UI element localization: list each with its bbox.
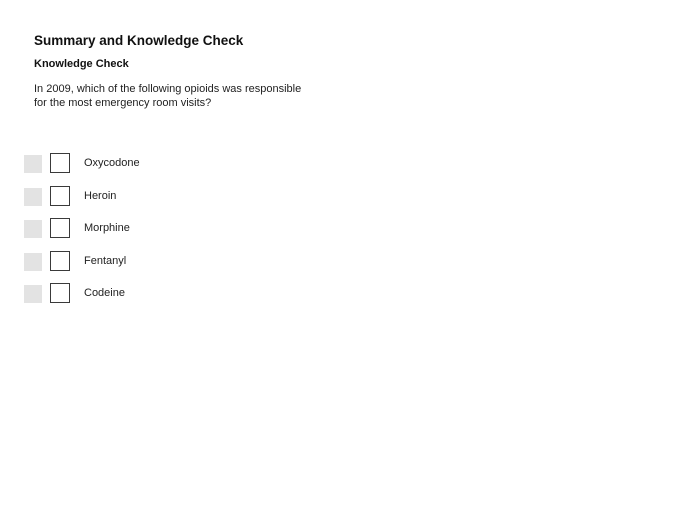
page-title: Summary and Knowledge Check	[34, 33, 244, 48]
answer-label: Codeine	[84, 287, 125, 299]
answer-checkbox[interactable]	[50, 218, 70, 238]
question-text: In 2009, which of the following opioids was responsible for the most emergency room visits?	[34, 83, 302, 109]
answer-checkbox[interactable]	[50, 251, 70, 271]
answer-label: Fentanyl	[84, 254, 127, 267]
answer-option-oxycodone[interactable]	[24, 152, 324, 185]
feedback-marker	[24, 285, 42, 303]
answer-label: Morphine	[84, 222, 130, 234]
answer-checkbox[interactable]	[50, 153, 70, 173]
feedback-marker	[24, 220, 42, 238]
answer-label: Heroin	[84, 189, 117, 202]
feedback-marker	[24, 188, 42, 206]
answer-option-morphine[interactable]	[24, 217, 324, 250]
answer-checkbox[interactable]	[50, 186, 70, 206]
answer-label: Oxycodone	[84, 157, 140, 169]
answer-checkbox[interactable]	[50, 283, 70, 303]
answer-option-codeine[interactable]	[24, 282, 324, 315]
section-subtitle: Knowledge Check	[34, 58, 129, 70]
answer-option-fentanyl[interactable]	[24, 250, 324, 283]
answer-option-heroin[interactable]	[24, 185, 324, 218]
answer-options	[24, 152, 324, 315]
feedback-marker	[24, 155, 42, 173]
feedback-marker	[24, 253, 42, 271]
